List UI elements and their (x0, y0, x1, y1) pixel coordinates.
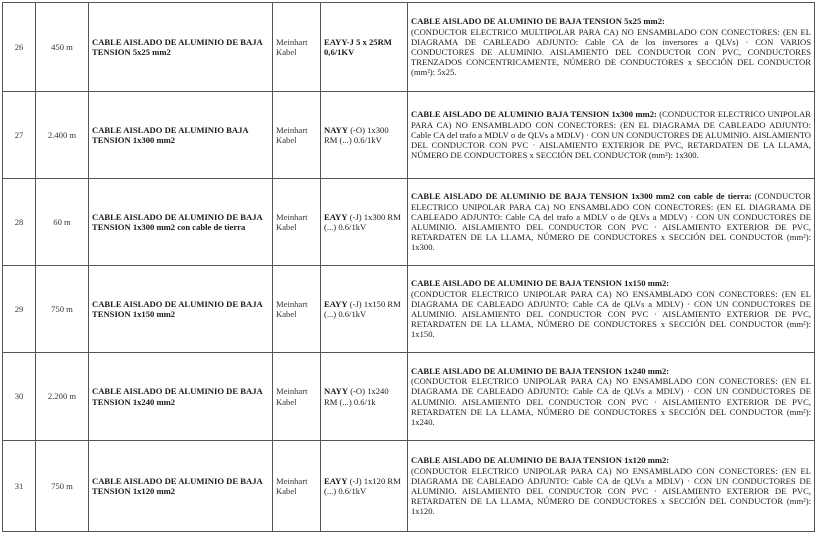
cable-type-code: EAYY-J 5 x 25RM 0,6/1KV (324, 36, 392, 57)
manufacturer: Meinhart Kabel (273, 3, 321, 92)
cable-name: CABLE AISLADO DE ALUMINIO DE BAJA TENSION 5x25 mm2 (89, 3, 273, 92)
cable-type (321, 441, 408, 532)
description-title: CABLE AISLADO DE ALUMINIO DE BAJA TENSION 1x150 mm2: (411, 278, 670, 289)
cable-type-code: EAYY (324, 211, 348, 222)
table-row (3, 179, 815, 266)
manufacturer: Meinhart Kabel (273, 266, 321, 353)
table-row (3, 266, 815, 353)
table-row (3, 92, 815, 179)
cable-name: CABLE AISLADO DE ALUMINIO DE BAJA TENSION 1x150 mm2 (89, 266, 273, 353)
cable-type-rating: (-J) 1x150 RM (...) 0.6/1kV (324, 298, 401, 319)
description (408, 353, 815, 441)
description-title: CABLE AISLADO DE ALUMINIO DE BAJA TENSION 1x120 mm2: (411, 455, 670, 466)
description-title: CABLE AISLADO DE ALUMINIO DE BAJA TENSION 1x300 mm2 con cable de tierra: (411, 191, 752, 202)
cable-type-code: EAYY (324, 298, 348, 309)
description (408, 441, 815, 532)
cable-type-rating: (-J) 1x120 RM (...) 0.6/1kV (324, 475, 401, 496)
description (408, 3, 815, 92)
quantity: 750 m (36, 266, 89, 353)
item-number: 29 (3, 266, 36, 353)
cable-name: CABLE AISLADO DE ALUMINIO DE BAJA TENSION 1x240 mm2 (89, 353, 273, 441)
table-row (3, 441, 815, 532)
quantity: 2.400 m (36, 92, 89, 179)
item-number: 31 (3, 441, 36, 532)
quantity: 60 m (36, 179, 89, 266)
cable-name: CABLE AISLADO DE ALUMINIO DE BAJA TENSION 1x300 mm2 con cable de tierra (89, 179, 273, 266)
cable-name: CABLE AISLADO DE ALUMINIO DE BAJA TENSION 1x120 mm2 (89, 441, 273, 532)
manufacturer: Meinhart Kabel (273, 353, 321, 441)
cable-type-code: NAYY (324, 386, 349, 397)
item-number: 26 (3, 3, 36, 92)
cable-type (321, 266, 408, 353)
cable-type (321, 92, 408, 179)
manufacturer: Meinhart Kabel (273, 179, 321, 266)
cable-name: CABLE AISLADO DE ALUMINIO BAJA TENSION 1x300 mm2 (89, 92, 273, 179)
item-number: 30 (3, 353, 36, 441)
cable-type-rating: (-O) 1x300 RM (...) 0.6/1kV (324, 124, 389, 145)
description-body: (CONDUCTOR ELECTRICO UNIPOLAR PARA CA) NO ENSAMBLADO CON CONECTORES: (EN EL DIAGRAMA DE CABLEADO ADJUNTO: Cable CA del trafo a MDLV o de QLVs a MDLV) · CON UN CONDUCTORES DE ALUMINIO. AISLAMIENTO DEL CONDUCTOR CON PVC · AISLAMIENTO EXTERIOR DE PVC, RETARDATEN DE LA LLAMA, NÚMERO DE CONDUCTORES x SECCIÓN DEL CONDUCTOR (mm²): 1x300. (411, 109, 811, 161)
cable-type-code: NAYY (324, 124, 349, 135)
quantity: 750 m (36, 441, 89, 532)
table-row (3, 353, 815, 441)
description (408, 266, 815, 353)
cable-type (321, 179, 408, 266)
description (408, 179, 815, 266)
description-body: (CONDUCTOR ELECTRICO MULTIPOLAR PARA CA) NO ENSAMBLADO CON CONECTORES: (EN EL DIAGRAMA DE CABLEADO ADJUNTO: Cable CA de los inversores a QLVs) · CON VARIOS CONDUCTORES DE ALUMINIO. AISLAMIENTO DEL CONDUCTOR CON PVC, CONDUCTORES TRENZADOS CONCENTRICAMENTE, NÚMERO DE CONDUCTORES x SECCIÓN DEL CONDUCTOR (mm²): 5x25. (411, 26, 811, 78)
description-body: (CONDUCTOR ELECTRICO UNIPOLAR PARA CA) NO ENSAMBLADO CON CONECTORES: (EN EL DIAGRAMA DE CABLEADO ADJUNTO: Cable CA de QLVs a MDLV) · CON UN CONDUCTORES DE ALUMINIO. AISLAMIENTO DEL CONDUCTOR CON PVC · AISLAMIENTO EXTERIOR DE PVC, RETARDATEN DE LA LLAMA, NÚMERO DE CONDUCTORES x SECCIÓN DEL CONDUCTOR (mm²): 1x120. (411, 465, 811, 517)
description-body: (CONDUCTOR ELECTRICO UNIPOLAR PARA CA) NO ENSAMBLADO CON CONECTORES: (EN EL DIAGRAMA DE CABLEADO ADJUNTO: Cable CA de QLVs a MDLV) · CON UN CONDUCTORES DE ALUMINIO. AISLAMIENTO DEL CONDUCTOR CON PVC · AISLAMIENTO EXTERIOR DE PVC, RETARDATEN DE LA LLAMA, NÚMERO DE CONDUCTORES x SECCIÓN DEL CONDUCTOR (mm²): 1x240. (411, 376, 811, 427)
description (408, 92, 815, 179)
description-body: (CONDUCTOR ELECTRICO UNIPOLAR PARA CA) NO ENSAMBLADO CON CONECTORES: (EN EL DIAGRAMA DE CABLEADO ADJUNTO: Cable CA de QLVs a MDLV) · CON UN CONDUCTORES DE ALUMINIO. AISLAMIENTO DEL CONDUCTOR CON PVC · AISLAMIENTO EXTERIOR DE PVC, RETARDATEN DE LA LLAMA, NÚMERO DE CONDUCTORES x SECCIÓN DEL CONDUCTOR (mm²): 1x150. (411, 288, 811, 340)
quantity: 450 m (36, 3, 89, 92)
cable-type-code: EAYY (324, 475, 348, 486)
cable-type-rating: (-J) 1x300 RM (...) 0.6/1kV (324, 211, 401, 232)
description-title: CABLE AISLADO DE ALUMINIO DE BAJA TENSION 5x25 mm2: (411, 16, 665, 27)
manufacturer: Meinhart Kabel (273, 92, 321, 179)
description-title: CABLE AISLADO DE ALUMINIO BAJA TENSION 1x300 mm2: (411, 109, 657, 120)
cable-type-rating: (-O) 1x240 RM (...) 0.6/1k (324, 386, 389, 407)
description-title: CABLE AISLADO DE ALUMINIO DE BAJA TENSION 1x240 mm2: (411, 365, 670, 376)
description-body: (CONDUCTOR ELECTRICO UNIPOLAR PARA CA) NO ENSAMBLADO CON CONECTORES: (EN EL DIAGRAMA DE CABLEADO ADJUNTO: Cable CA del trafo a MDLV o de QLVs a MDLV) · CON UN CONDUCTORES DE ALUMINIO. AISLAMIENTO DEL CONDUCTOR CON PVC · AISLAMIENTO EXTERIOR DE PVC, RETARDATEN DE LA LLAMA, NÚMERO DE CONDUCTORES x SECCIÓN DEL CONDUCTOR (mm²): 1x300. (411, 191, 811, 253)
cable-type (321, 3, 408, 92)
item-number: 27 (3, 92, 36, 179)
cable-type (321, 353, 408, 441)
manufacturer: Meinhart Kabel (273, 441, 321, 532)
item-number: 28 (3, 179, 36, 266)
cable-spec-table (2, 2, 815, 532)
table-row (3, 3, 815, 92)
quantity: 2.200 m (36, 353, 89, 441)
